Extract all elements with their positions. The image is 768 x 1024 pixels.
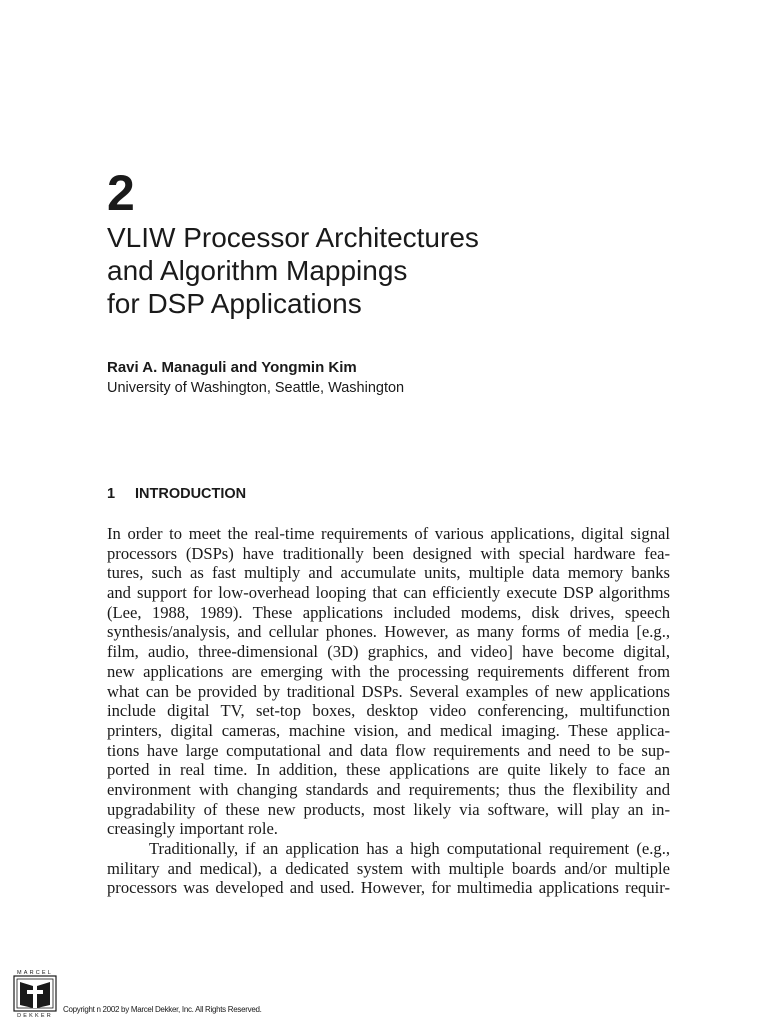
text-line: include digital TV, set-top boxes, desktop video conferencing, multifunction bbox=[107, 701, 670, 721]
body-text bbox=[107, 524, 670, 898]
text-line: military and medical), a dedicated system with multiple boards and/or multiple bbox=[107, 858, 670, 878]
text-line: upgradability of these new products, most likely via software, will play an in- bbox=[107, 799, 670, 819]
section-title: INTRODUCTION bbox=[135, 486, 247, 502]
text-line: printers, digital cameras, machine vision, and medical imaging. These applica- bbox=[107, 720, 670, 740]
text-line: In order to meet the real-time requirements of various applications, digital signal bbox=[107, 524, 670, 543]
text-line: film, audio, three-dimensional (3D) graphics, and video] have become digital, bbox=[107, 642, 670, 662]
chapter-number: 2 bbox=[107, 165, 135, 221]
paragraph-2 bbox=[107, 839, 670, 898]
text-line: creasingly important role. bbox=[107, 819, 278, 839]
text-line: new applications are emerging with the processing requirements different from bbox=[107, 661, 670, 681]
chapter-title-line: for DSP Applications bbox=[107, 288, 362, 319]
publisher-logo bbox=[13, 968, 57, 1018]
text-line: Traditionally, if an application has a high computational requirement (e.g., bbox=[149, 839, 670, 858]
text-line: and support for low-overhead looping that can efficiently execute DSP algorithms bbox=[107, 583, 670, 603]
text-line: environment with changing standards and requirements; thus the flexibility and bbox=[107, 779, 670, 799]
text-line: (Lee, 1988, 1989). These applications included modems, disk drives, speech bbox=[107, 602, 670, 622]
chapter-title-line: and Algorithm Mappings bbox=[107, 255, 408, 286]
affiliation: University of Washington, Seattle, Washington bbox=[107, 380, 405, 396]
chapter-title bbox=[107, 221, 707, 320]
paragraph-1 bbox=[107, 524, 670, 839]
authors: Ravi A. Managuli and Yongmin Kim bbox=[107, 359, 357, 376]
text-line: ported in real time. In addition, these applications are quite likely to face an bbox=[107, 760, 670, 780]
section-heading bbox=[107, 484, 246, 504]
publisher-logo-text-top: MARCEL bbox=[16, 970, 54, 976]
publisher-logo-text-bottom: DEKKER bbox=[17, 1013, 53, 1018]
text-line: what can be provided by traditional DSPs. Several examples of new applications bbox=[107, 681, 670, 701]
section-number: 1 bbox=[107, 486, 116, 502]
text-line: tions have large computational and data flow requirements and need to be sup- bbox=[107, 740, 670, 760]
text-line: processors (DSPs) have traditionally been designed with special hardware fea- bbox=[107, 543, 670, 563]
text-line: synthesis/analysis, and cellular phones. However, as many forms of media [e.g., bbox=[107, 622, 670, 642]
copyright-notice: Copyright n 2002 by Marcel Dekker, Inc. All Rights Reserved. bbox=[63, 1005, 262, 1014]
text-line: tures, such as fast multiply and accumulate units, multiple data memory banks bbox=[107, 563, 670, 583]
chapter-title-line: VLIW Processor Architectures bbox=[107, 222, 479, 253]
text-line: processors was developed and used. However, for multimedia applications requir- bbox=[107, 878, 670, 898]
